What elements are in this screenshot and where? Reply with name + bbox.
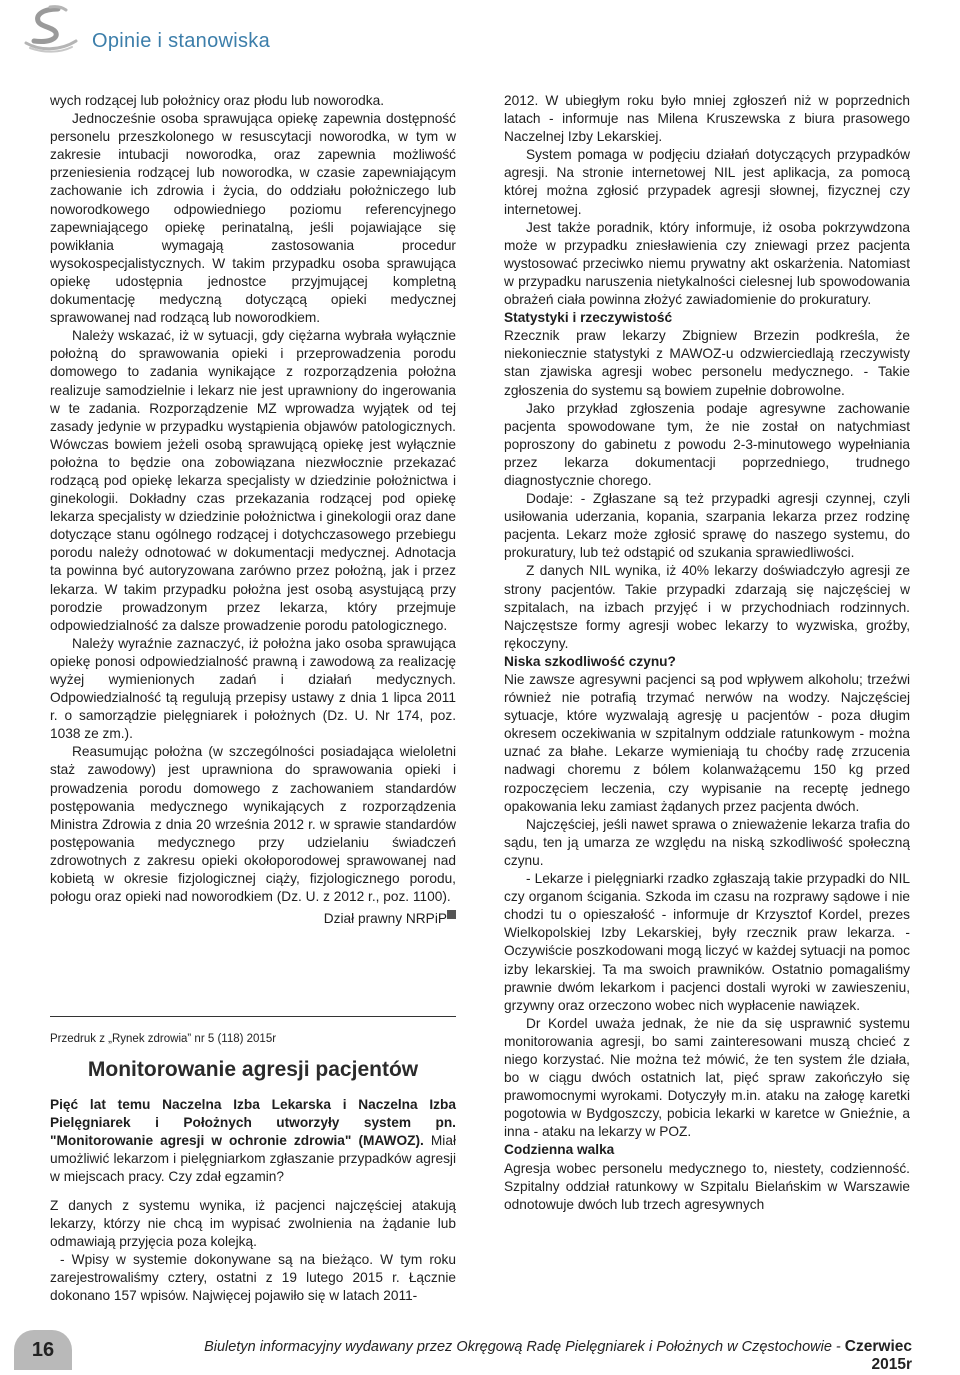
left-column [50, 92, 456, 928]
paragraph: Należy wskazać, iż w sytuacji, gdy ciężarna wybrała wyłącznie położną do sprawowania opieki i przeprowadzenia porodu domowego to zadania wynikające z rozporządzenia położna realizuje samodzielnie i lekarz nie jest uprawniony do ingerowania w te zadania. Rozporządzenie MZ wprowadza wyjątek od tej zasady jedynie w przypadku wystąpienia objawów patologicznych. Wówczas bowiem jeżeli osobą sprawującą opiekę jest wyłącznie położna to będzie ona zobowiązana niezwłocznie przekazać rodzącą pod opiekę lekarza specjalisty w dziedzinie położnictwa i ginekologii. Dokładny czas przekazania rodzącej pod opiekę lekarza specjalisty w dziedzinie położnictwa i ginekologii oraz dane dotyczące stanu ogólnego rodzącej i dotychczasowego przebiegu porodu należy odnotować w dokumentacji medycznej. Adnotacja ta powinna być autoryzowana zarówno przez położną, jak i przez lekarza. W takim przypadku położna jest osobą asystującą przy porodzie prowadzonym przez lekarza, który przejmuje odpowiedzialność za dalsze prowadzenie porodu patologicznego. [50, 328, 456, 633]
paragraph-text: Reasumując położna (w szczególności posiadająca wieloletni staż zawodowy) jest uprawniona do sprawowania opieki i prowadzenia porodu domowego z zachowaniem standardów postępowania medycznego wynikających z rozporządzenia Ministra Zdrowia z dnia 20 września 2012 r. w sprawie standardów postępowania medycznego przy udzielaniu świadczeń zdrowotnych z zakresu opieki okołoporodowej sprawowanej nad kobietą w okresie fizjologicznej ciąży, fizjologicznego porodu, połogu oraz opieki nad noworodkiem (Dz. U. z 2012 r., poz. 1100). [50, 744, 456, 905]
paragraph: - Lekarze i pielęgniarki rzadko zgłaszają takie przypadki do NIL czy organom ścigania. Szkoda im czasu na rozprawy sądowe i nie chodzi tu o opieszałość - informuje dr Krzysztof Kordel, prezes Wielkopolskiej Izby Lekarskiej, były rzecznik praw lekarza. - Oczywiście poszkodowani mogą liczyć w każdej sytuacji na pomoc izby lekarskiej. Ta ma swoich prawników. Ostatnio pomagaliśmy prawnie dwóm lekarkom i pacjenci dostali wyroki w zawieszeniu, grzywny oraz orzeczono wobec nich wypłacenie nawiązek. [504, 871, 910, 1013]
paragraph: Jednocześnie osoba sprawująca opiekę zapewnia dostępność personelu przeszkolonego w resuscytacji noworodka, w tym w zakresie intubacji noworodka, oraz zapewnia możliwość przeniesienia rodzącej lub noworodka, w czasie zapewniającym zachowanie ich zdrowia i życia, do oddziału położniczego lub noworodkowego odpowiedniego poziomu referencyjnego zapewniającego opiekę perinatalną, jeśli pojawiające się powikłania wymagają zastosowania procedur wysokospecjalistycznych. W takim przypadku osoba sprawująca opiekę udostępnia jednostce przyjmującej kompletną dokumentację medyczną dotyczącą opieki medycznej sprawowanej nad rodzącą lub noworodkiem. [50, 111, 456, 326]
subheading: Statystyki i rzeczywistość [504, 310, 673, 326]
paragraph: wych rodzącej lub położnicy oraz płodu lub noworodka. [50, 93, 385, 108]
footer-bulletin [190, 1338, 912, 1374]
paragraph: Dr Kordel uważa jednak, że nie da się usprawnić systemu monitorowania agresji, bo sami zainteresowani muszą chcieć z niego korzystać. Nie można też mówić, że ten system źle działa, bo w ciągu dwóch ostatnich lat, pięć spraw zakończyło się prawomocnymi wyrokami. Dotyczyły m.in. ataku na załogę karetki pogotowia w Bydgoszczy, pobicia lekarki w karetce w Gnieźnie, a inna - ataku na lekarzy w POZ. [504, 1015, 910, 1140]
end-of-article-icon [447, 910, 456, 919]
paragraph-last [50, 743, 456, 906]
issue-date: Czerwiec 2015r [844, 1338, 912, 1373]
section-title: Opinie i stanowiska [92, 30, 271, 52]
paragraph: System pomaga w podjęciu działań dotyczących przypadków agresji. Na stronie internetowej NIL jest aplikacja, za pomocą której można zgłosić przypadek agresji słownej, fizycznej czy internetowej. [504, 147, 910, 217]
paragraph: 2012. W ubiegłym roku było mniej zgłoszeń niż w poprzednich latach - informuje nas Milena Kruszewska z biura prasowego Naczelnej Izby Lekarskiej. [504, 93, 910, 145]
article-body [50, 1197, 456, 1306]
lead-bold: Pięć lat temu Naczelna Izba Lekarska i Naczelna Izba Pielęgniarek i Położnych utworzyły system pn. "Monitorowanie agresji w ochronie zdrowia" (MAWOZ). [50, 1097, 456, 1149]
article-lead [50, 1096, 456, 1186]
paragraph: Nie zawsze agresywni pacjenci są pod wpływem alkoholu; trzeźwi również nie potrafią trzymać nerwów na wodzy. Najczęściej sytuacje, które wyzwalają agresję u pacjentów - poza długim okresem oczekiwania w szpitalnym oddziale ratunkowym - można uznać za błahe. Lekarze wymieniają tu choćby radę zrzucenia nadwagi choremu z bólem kolanważącemu 150 kg przed rozpoczęciem leczenia, czy wypisanie na receptę jednego opakowania leku zamiast żądanych przez pacjenta dwóch. [504, 672, 910, 814]
bulletin-text: Biuletyn informacyjny wydawany przez Okręgową Radę Pielęgniarek i Położnych w Częstochowie - [204, 1339, 845, 1355]
paragraph: Z danych NIL wynika, iż 40% lekarzy doświadczyło agresji ze strony pacjentów. Takie przypadki zdarzają się najczęściej w szpitalach, na izbach przyjęć i w przychodniach rodzinnych. Najczęstsze formy agresji wobec lekarzy to wyzwiska, groźby, rękoczyny. [504, 563, 910, 651]
article-title: Monitorowanie agresji pacjentów [87, 1058, 419, 1081]
paragraph: Rzecznik praw lekarzy Zbigniew Brzezin podkreśla, że niekoniecznie statystyki z MAWOZ-u odzwierciedlają rzeczywisty stan zjawiska agresji wobec personelu medycznego. - Takie zgłoszenia do systemu są bowiem zupełnie dobrowolne. [504, 328, 910, 398]
page-number: 16 [14, 1330, 72, 1370]
lead-rest: Miał umożliwić lekarzom i pielęgniarkom zgłaszanie przypadków agresji w miejscach pracy. Czy zdał egzamin? [50, 1133, 456, 1185]
publisher-logo-icon [20, 5, 80, 53]
reprint-note: Przedruk z „Rynek zdrowia” nr 5 (118) 2015r [50, 1033, 277, 1045]
divider [50, 1016, 456, 1017]
paragraph: - Wpisy w systemie dokonywane są na bieżąco. W tym roku zarejestrowaliśmy cztery, ostatni z 19 lutego 2015 r. Łącznie dokonano 157 wpisów. Najwięcej pojawiło się w latach 2011- [50, 1252, 456, 1304]
paragraph: Agresja wobec personelu medycznego to, niestety, codzienność. Szpitalny oddział ratunkowy w Szpitalu Bielańskim w Warszawie odnotowuje dwóch lub trzech agresywnych [504, 1160, 910, 1212]
right-column [504, 92, 910, 1214]
paragraph: Jest także poradnik, który informuje, iż osoba pokrzywdzona może w przypadku zniesławienia czy zniewagi przez pacjenta wystosować przeciwko niemu prywatny akt oskarżenia. Natomiast w przypadku naruszenia nietykalności cielesnej lub spowodowania obrażeń ciała powinna złożyć zawiadomienie do prokuratury. [504, 219, 910, 308]
paragraph: Dodaje: - Zgłaszane są też przypadki agresji czynnej, czyli usiłowania uderzania, kopania, szarpania lekarza przez rodzinę pacjenta. Lekarz może zgłosić sprawę do naszego systemu, do prokuratury, lub też odstąpić od szukania sprawiedliwości. [504, 491, 910, 561]
subheading: Niska szkodliwość czynu? [504, 653, 676, 669]
signature: Dział prawny NRPiP [323, 911, 447, 927]
paragraph: Jako przykład zgłoszenia podaje agresywne zachowanie pacjenta spowodowane tym, że nie został on natychmiast poproszony do gabinetu z powodu 2-3-minutowego wypełniania przez lekarza dokumentacji poprzedniego, trudnego diagnostycznie chorego. [504, 400, 910, 488]
paragraph: Najczęściej, jeśli nawet sprawa o znieważenie lekarza trafia do sądu, ten ją umarza ze względu na niską szkodliwość społeczną czynu. [504, 816, 910, 868]
paragraph: Należy wyraźnie zaznaczyć, iż położna jako osoba sprawująca opiekę ponosi odpowiedzialność prawną i zawodową za realizację wyżej wymienionych zadań i działań medycznych. Odpowiedzialność tą regulują przepisy ustawy z dnia 1 lipca 2011 r. o samorządzie pielęgniarek i położnych (Dz. U. Nr 174, poz. 1038 ze zm.). [50, 635, 456, 742]
paragraph: Z danych z systemu wynika, iż pacjenci najczęściej atakują lekarzy, którzy nie chcą im wypisać zwolnienia na żądanie lub odmawiają przyjęcia poza kolejką. [50, 1198, 456, 1250]
subheading: Codzienna walka [504, 1142, 615, 1158]
